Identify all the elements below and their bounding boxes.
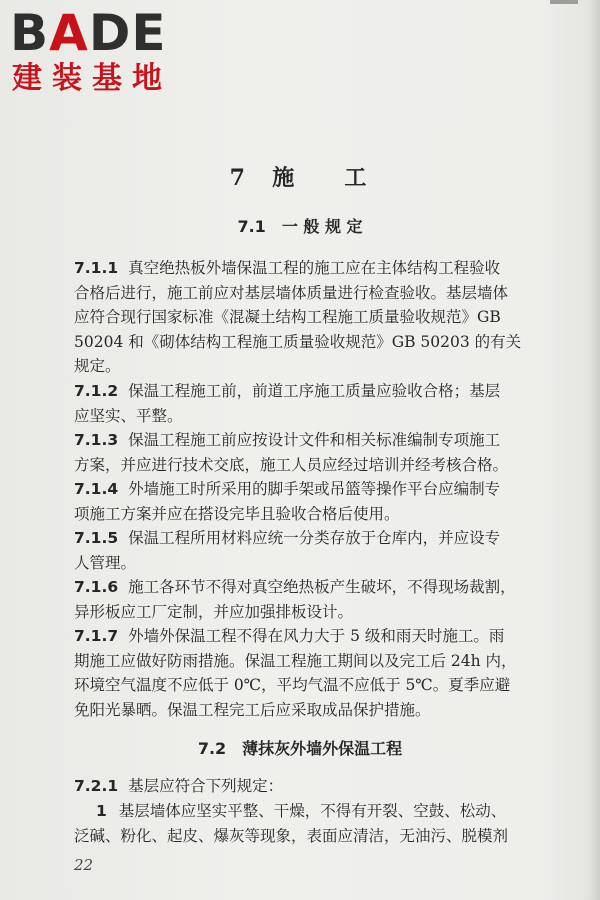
clause-7-1-2: 7.1.2 保温工程施工前，前道工序施工质量应验收合格；基层 应坚实、平整。 xyxy=(74,382,501,425)
clause-7-2-1-item-1: 1 基层墙体应坚实平整、干燥，不得有开裂、空鼓、松动、 泛碱、粉化、起皮、爆灰等现象，表面应清洁，无油污、脱模剂 xyxy=(74,802,509,845)
clause-7-1-4: 7.1.4 外墙施工时所采用的脚手架或吊篮等操作平台应编制专 项施工方案并应在搭设完毕且验收合格后使用。 xyxy=(74,480,501,523)
clause-7-1-3: 7.1.3 保温工程施工前应按设计文件和相关标准编制专项施工 方案，并应进行技术交底，施工人员应经过培训并经考核合格。 xyxy=(74,431,509,474)
clause-7-1-5: 7.1.5 保温工程所用材料应统一分类存放于仓库内，并应设专 人管理。 xyxy=(74,529,501,572)
watermark-logo: BADE xyxy=(10,4,167,62)
top-edge-mark xyxy=(550,0,578,4)
page-number: 22 xyxy=(74,856,94,874)
section-title-7-2: 7.2 薄抹灰外墙外保温工程 xyxy=(197,739,403,758)
section-title-7-1: 7.1 一 般 规 定 xyxy=(237,217,363,236)
clause-7-1-6: 7.1.6 施工各环节不得对真空绝热板产生破坏，不得现场裁割， 异形板应工厂定制，并应加强排板设计。 xyxy=(74,578,516,621)
clause-7-1-1: 7.1.1 真空绝热板外墙保温工程的施工应在主体结构工程验收 合格后进行，施工前应对基层墙体质量进行检查验收。基层墙体 应符合现行国家标准《混凝土结构工程施工质量验收规范》GB 50204 和《砌体结构工程施工质量验收规范》GB 50203 的有关 规定。 xyxy=(74,259,522,375)
clause-7-1-7: 7.1.7 外墙外保温工程不得在风力大于 5 级和雨天时施工。雨 期施工应做好防雨措施。保温工程施工期间以及完工后 24h 内， 环境空气温度不应低于 0℃，平均气温不应低于 5℃。夏季应避 免阳光暴晒。保温工程完工后应采取成品保护措施。 xyxy=(74,627,517,719)
clause-7-2-1: 7.2.1 基层应符合下列规定： xyxy=(74,777,284,795)
watermark-logo-subtitle: 建装基地 xyxy=(12,61,172,96)
chapter-title: 7 施 工 xyxy=(229,165,371,191)
page-edge-shadow xyxy=(586,0,600,900)
